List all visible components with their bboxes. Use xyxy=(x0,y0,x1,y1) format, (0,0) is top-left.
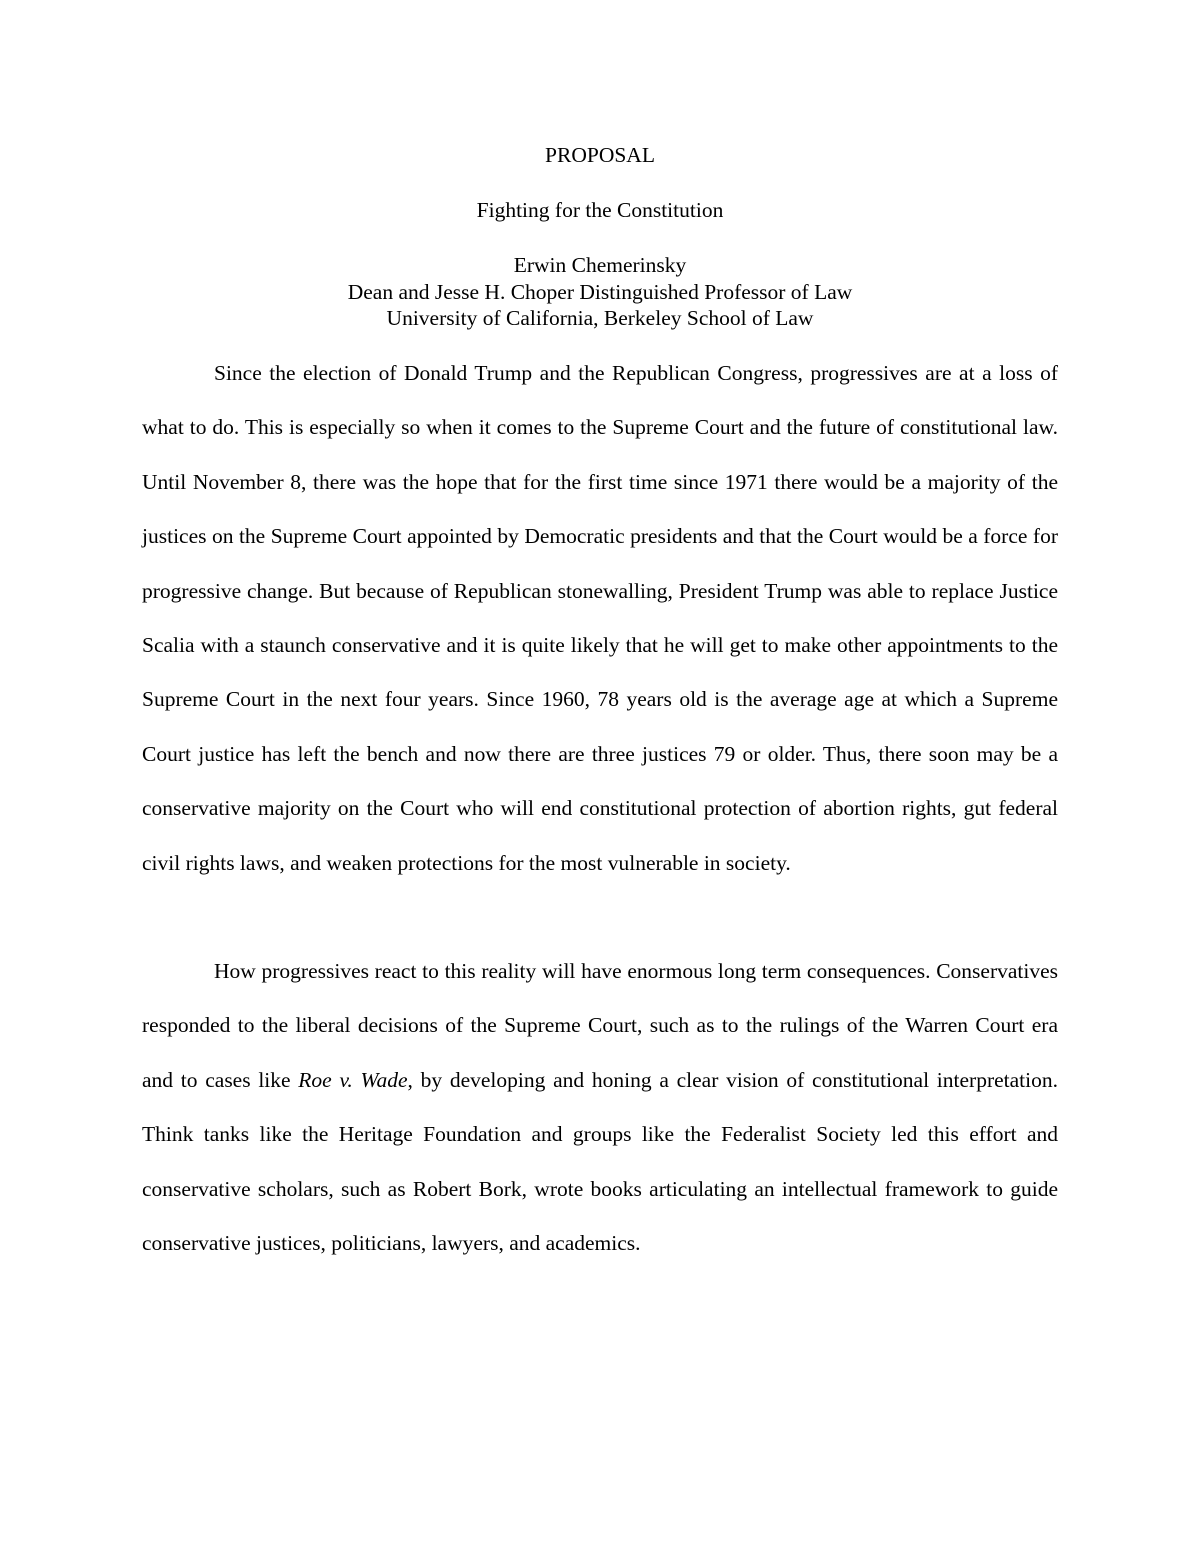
body-paragraph-1 xyxy=(142,346,1058,890)
paragraph-text: Since the election of Donald Trump and the Republican Congress, progressives are at a loss of what to do. This is especially so when it comes to the Supreme Court and the future of constitutional law. Until November 8, there was the hope that for the first time since 1971 there would be a majority of the justices on the Supreme Court appointed by Democratic presidents and that the Court would be a force for progressive change. But because of Republican stonewalling, President Trump was able to replace Justice Scalia with a staunch conservative and it is quite likely that he will get to make other appointments to the Supreme Court in the next four years. Since 1960, 78 years old is the average age at which a Supreme Court justice has left the bench and now there are three justices 79 or older. Thus, there soon may be a conservative majority on the Court who will end constitutional protection of abortion rights, gut federal civil rights laws, and weaken protections for the most vulnerable in society. xyxy=(142,361,1058,875)
paragraph-text xyxy=(142,944,1058,1270)
case-name: Roe v. Wade xyxy=(298,1067,408,1092)
paragraph-text-after: , by developing and honing a clear vision of constitutional interpretation. Think tanks like the Heritage Foundation and groups like the Federalist Society led this effort and conservative scholars, such as Robert Bork, wrote books articulating an intellectual framework to guide conservative justices, politicians, lawyers, and academics. xyxy=(142,1067,1058,1256)
title-text: Fighting for the Constitution xyxy=(476,198,724,222)
body-paragraph-2 xyxy=(142,944,1058,1270)
author-name: Erwin Chemerinsky xyxy=(513,253,687,277)
document-title xyxy=(0,197,1200,223)
author-institution: University of California, Berkeley School of Law xyxy=(386,306,814,330)
paragraph-text-before: How progressives react to this reality will have enormous long term consequences. Conservatives responded to the liberal decisions of the Supreme Court, such as to the rulings of the Warren Court era and to cases like xyxy=(142,959,1058,1092)
document-heading-label xyxy=(0,142,1200,168)
heading-label-text: PROPOSAL xyxy=(545,143,655,167)
author-position: Dean and Jesse H. Choper Distinguished Professor of Law xyxy=(347,279,853,304)
author-byline xyxy=(0,252,1200,332)
